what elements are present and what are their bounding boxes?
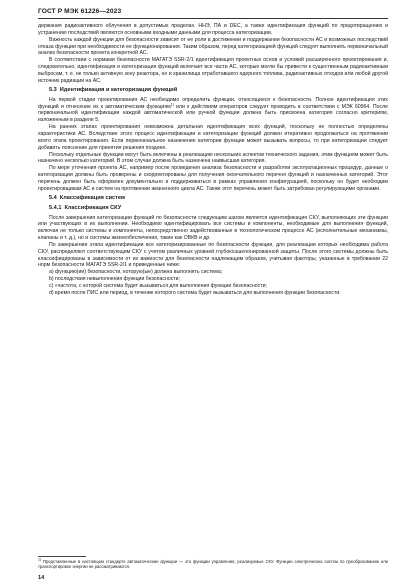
paragraph: держания радиоактивного облучения в допустимых пределах. ННЭ, ПА и DEC, а также идентификация функций по предотвращению и устранению последствий являются основными входными данными для процесса категоризации.: [38, 23, 388, 36]
paragraph: Поскольку отдельные функции могут быть включены в реализацию нескольких аспектов технического задания, этим функциям может быть назначено несколько категорий. В этом случае должна быть назначена наивысшая категория.: [38, 151, 388, 165]
page-number: 14: [38, 575, 45, 581]
paragraph: По завершении этапа идентификации все категоризированные по безопасности функции, для реализации которых необходима работа СКУ, распределяют соответствующим СКУ с учетом различных уровней глубокоэшелонированной защиты. После этого системы должны быть классифицированы в зависимости от их важности для безопасности надлежащим образом, учитывая факторы, указанные в требовании 22 норм безопасности МАГАТЭ SSR-2/1 и приведенные ниже:: [38, 241, 388, 269]
paragraph: По мере уточнения проекта АС, например после проведения анализа безопасности и разработки эксплуатационных процедур, данные о категоризации должны быть проверены и скорректированы для получения окончательного перечня функций и назначенных категорий. Этот перечень должен быть оформлен документально и поддерживаться в рамках управления конфигурацией, поскольку он будет необходим проектировщикам АС и систем на протяжении жизненного цикла АС. Также этот перечень может быть затребован регулирующими органами.: [38, 165, 388, 192]
section-title: Классификация СКУ: [64, 204, 122, 211]
header-divider: [38, 18, 388, 19]
page-body: [38, 23, 388, 297]
footnote-divider: [38, 556, 86, 557]
list-item: c) «частота, с которой система будет вызываться для выполнения функции безопасности;: [49, 282, 267, 289]
paragraph: На ранних этапах проектирования невозможна детальная идентификация всех функций, поскольку не полностью определены характеристики АС. Вследствие этого процесс идентификации и категоризации функций должен итеративно продолжаться на протяжении всего этапа проектирования. Если первоначальное назначение категории функции может вызывать вопросы, то при категоризации следует добавить пояснение для принятия решения позднее.: [38, 124, 388, 151]
section-heading-5-3: [49, 87, 388, 94]
list-item: а) функцию(ии) безопасности, которую(ые) должна выполнять система;: [49, 269, 223, 276]
paragraph-text: На первой стадии проектирования АС необходимо определить функции, относящиеся к безопасности. Полное идентификация этих функций и отнесение их к автоматическим функциям: [38, 96, 388, 110]
paragraph: Важность каждой функции для безопасности зависит от ее роли в достижении и поддержании безопасности АС и возможных последствий отказа функции при необходимости ее функционирования. Таким образом, перед категоризацией функций следует выполнить первоначальный анализ безопасности проекта конкретной АС.: [38, 36, 388, 57]
list-item: b) последствия невыполнения функции безопасности;: [49, 276, 181, 283]
footnote-text: Представленные в настоящем стандарте автоматические функции — это функции управления, реализуемые СКУ. Функции электрических систем по преобразованию или транспортировке энергии не рассматриваются.: [38, 559, 388, 570]
paragraph-text: или к действиям операторов следует проводить в соответствии с МЭК 60964. После первоначальной идентификации каждой автоматической или ручной функции должна быть присвоена категория согласно критериям, изложенным в разделе 5.: [38, 103, 388, 124]
section-title: Классификация систем: [59, 195, 126, 202]
section-number: 5.3: [49, 87, 57, 94]
section-heading-5-4: [49, 195, 388, 202]
footnote: [38, 559, 388, 570]
footnote-ref: 1): [170, 101, 174, 106]
paragraph: [38, 97, 388, 124]
section-heading-5-4-1: [49, 205, 388, 212]
paragraph: После завершения категоризации функций по безопасности следующим шагом является идентификация СКУ, выполняющих эти функции или участвующих в их выполнении. Необходимо идентифицировать все системы и компоненты, необходимые для выполнения функций, включая не только системы и компоненты, непосредственно задействованные в технологическом процессе АС (исполнительные механизмы, клапаны и т. д.), но и системы жизнеобеспечения, такие как ОВКВ и др.: [38, 214, 388, 242]
section-number: 5.4.1: [49, 204, 62, 211]
list-item: d) время после ПИС или период, в течение которого система будет вызываться для выполнения функции безопасности.: [49, 289, 341, 296]
footnote-marker: 1): [38, 557, 42, 562]
section-title: Идентификация и категоризация функций: [59, 87, 178, 94]
paragraph: В соответствии с нормами безопасности МАГАТЭ SSR-2/1 идентификация проектных основ и условий расширенного проектирования и, следовательно, идентификация и категоризация функций включает все части АС, которые могли бы привести к существенным радиоактивным выбросам, т. е. не только активную зону реактора, но и хранилища отработавшего ядерного топлива, радиоактивных отходов или любой другой источник радиации на АС.: [38, 57, 388, 84]
section-number: 5.4: [49, 195, 57, 202]
page-header: ГОСТ Р МЭК 61226—2023: [38, 8, 122, 15]
